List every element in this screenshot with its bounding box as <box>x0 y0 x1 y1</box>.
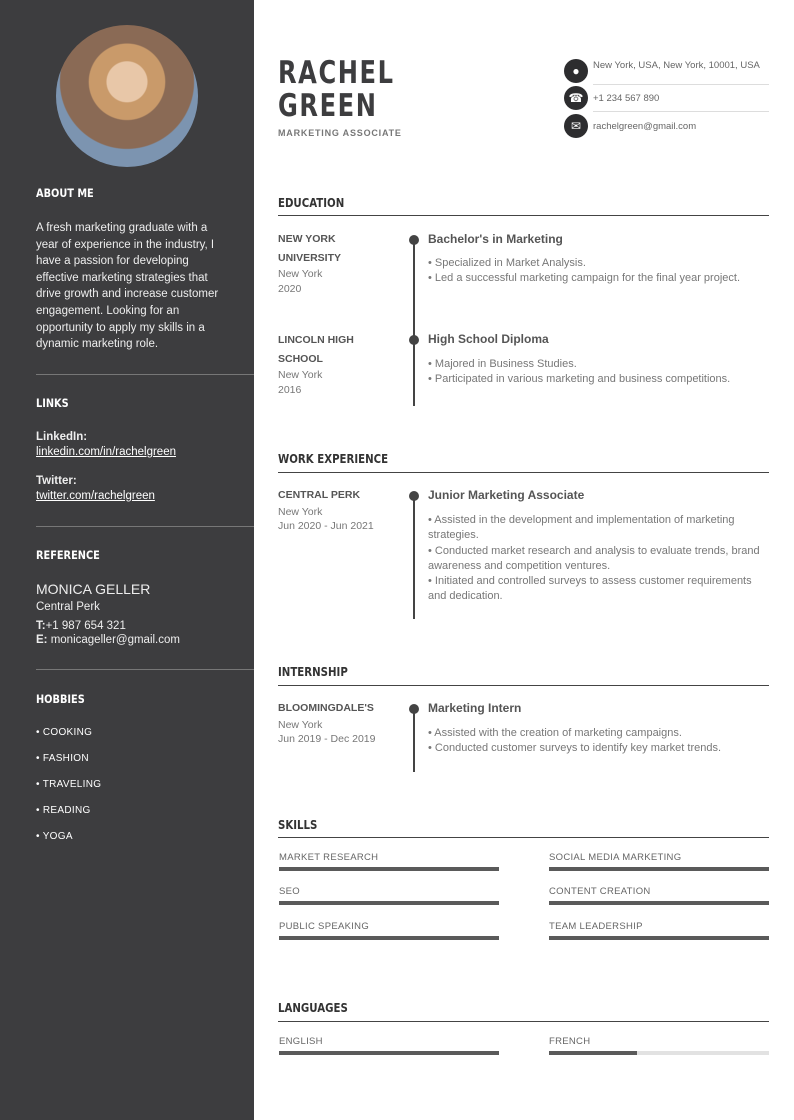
skill-name: TEAM LEADERSHIP <box>549 921 643 932</box>
degree: Bachelor's in Marketing <box>428 232 563 246</box>
work-heading: WORK EXPERIENCE <box>278 452 389 466</box>
job-title: Marketing Intern <box>428 701 522 715</box>
twitter-label: Twitter: <box>36 475 77 487</box>
divider <box>36 374 254 375</box>
skills-heading: SKILLS <box>278 818 318 832</box>
reference-phone: +1 987 654 321 <box>45 620 126 632</box>
skill-level-bar <box>549 901 769 905</box>
phone: +1 234 567 890 <box>593 93 660 104</box>
language-name: FRENCH <box>549 1036 591 1047</box>
hobby: • READING <box>36 805 91 816</box>
skill-name: SOCIAL MEDIA MARKETING <box>549 852 682 863</box>
linkedin-link[interactable]: linkedin.com/in/rachelgreen <box>36 446 176 458</box>
divider <box>278 215 769 216</box>
twitter-link[interactable]: twitter.com/rachelgreen <box>36 490 155 502</box>
links-heading: LINKS <box>36 396 69 410</box>
details: • Majored in Business Studies. • Participated in various marketing and business competitions. <box>428 358 731 386</box>
location-icon: ● <box>564 59 588 83</box>
timeline-dot <box>409 704 419 714</box>
email: rachelgreen@gmail.com <box>593 121 697 132</box>
level-fill <box>279 936 499 940</box>
level-fill <box>279 901 499 905</box>
timeline-line <box>413 707 415 772</box>
job-title: MARKETING ASSOCIATE <box>278 128 402 138</box>
language-level-bar <box>549 1051 769 1055</box>
level-fill <box>279 867 499 871</box>
school: LINCOLN HIGH SCHOOL <box>278 334 354 365</box>
job-title: Junior Marketing Associate <box>428 488 585 502</box>
level-fill <box>549 867 769 871</box>
date: 2016 <box>278 384 302 396</box>
timeline-dot <box>409 491 419 501</box>
sidebar <box>0 0 254 1120</box>
level-fill <box>549 936 769 940</box>
divider <box>278 472 769 473</box>
company: CENTRAL PERK <box>278 489 361 501</box>
details: • Assisted with the creation of marketing campaigns. • Conducted customer surveys to identify key market trends. <box>428 727 722 755</box>
skill-level-bar <box>549 867 769 871</box>
details: • Specialized in Market Analysis. • Led a successful marketing campaign for the final year project. <box>428 257 741 285</box>
degree: High School Diploma <box>428 332 549 346</box>
hobby: • YOGA <box>36 831 73 842</box>
divider <box>278 1021 769 1022</box>
skill-level-bar <box>549 936 769 940</box>
location: New York <box>278 719 323 731</box>
skill-name: MARKET RESEARCH <box>279 852 379 863</box>
phone-icon: ☎ <box>564 86 588 110</box>
languages-heading: LANGUAGES <box>278 1001 348 1015</box>
company: BLOOMINGDALE'S <box>278 702 374 714</box>
hobby: • TRAVELING <box>36 779 102 790</box>
timeline-dot <box>409 235 419 245</box>
timeline-dot <box>409 335 419 345</box>
email-label: E: <box>36 634 48 646</box>
skill-name: PUBLIC SPEAKING <box>279 921 370 932</box>
divider <box>593 84 769 85</box>
education-heading: EDUCATION <box>278 196 345 210</box>
reference-email: monicageller@gmail.com <box>50 634 180 646</box>
divider <box>278 685 769 686</box>
divider <box>278 837 769 838</box>
about-heading: ABOUT ME <box>36 186 94 200</box>
internship-heading: INTERNSHIP <box>278 665 348 679</box>
date: Jun 2019 - Dec 2019 <box>278 733 376 745</box>
details: • Assisted in the development and implementation of marketing strategies. • Conducted market research and analysis to evaluate trends, brand awareness and competition ventures. • Initiated and controlled surveys to assess customer requirements and dedication. <box>428 514 760 603</box>
language-level-bar <box>279 1051 499 1055</box>
divider <box>36 669 254 670</box>
school: NEW YORK UNIVERSITY <box>278 233 342 264</box>
divider <box>593 111 769 112</box>
skill-name: CONTENT CREATION <box>549 886 651 897</box>
hobby: • FASHION <box>36 753 89 764</box>
reference-heading: REFERENCE <box>36 548 100 562</box>
date: Jun 2020 - Jun 2021 <box>278 520 374 532</box>
timeline-line <box>413 494 415 619</box>
phone-label: T: <box>36 620 46 632</box>
reference-name: MONICA GELLER <box>36 581 151 597</box>
skill-level-bar <box>279 936 499 940</box>
level-fill <box>279 1051 499 1055</box>
linkedin-label: LinkedIn: <box>36 431 88 443</box>
address: New York, USA, New York, 10001, USA <box>593 60 760 71</box>
skill-level-bar <box>279 867 499 871</box>
level-fill <box>549 1051 637 1055</box>
profile-photo <box>56 25 198 167</box>
timeline-line <box>413 238 415 406</box>
skill-name: SEO <box>279 886 300 897</box>
divider <box>36 526 254 527</box>
skill-level-bar <box>279 901 499 905</box>
hobbies-heading: HOBBIES <box>36 692 85 706</box>
location: New York <box>278 506 323 518</box>
name: RACHEL GREEN <box>278 55 395 124</box>
date: 2020 <box>278 283 302 295</box>
email-icon: ✉ <box>564 114 588 138</box>
about-text: A fresh marketing graduate with a year of experience in the industry, I have a passion for developing effective marketing strategies that drive growth and increase customer engagement. Looking for an opportunity to apply my skills in a dynamic marketing role. <box>36 222 219 351</box>
hobby: • COOKING <box>36 727 93 738</box>
language-name: ENGLISH <box>279 1036 323 1047</box>
location: New York <box>278 369 323 381</box>
level-fill <box>549 901 769 905</box>
location: New York <box>278 268 323 280</box>
reference-company: Central Perk <box>36 601 100 613</box>
